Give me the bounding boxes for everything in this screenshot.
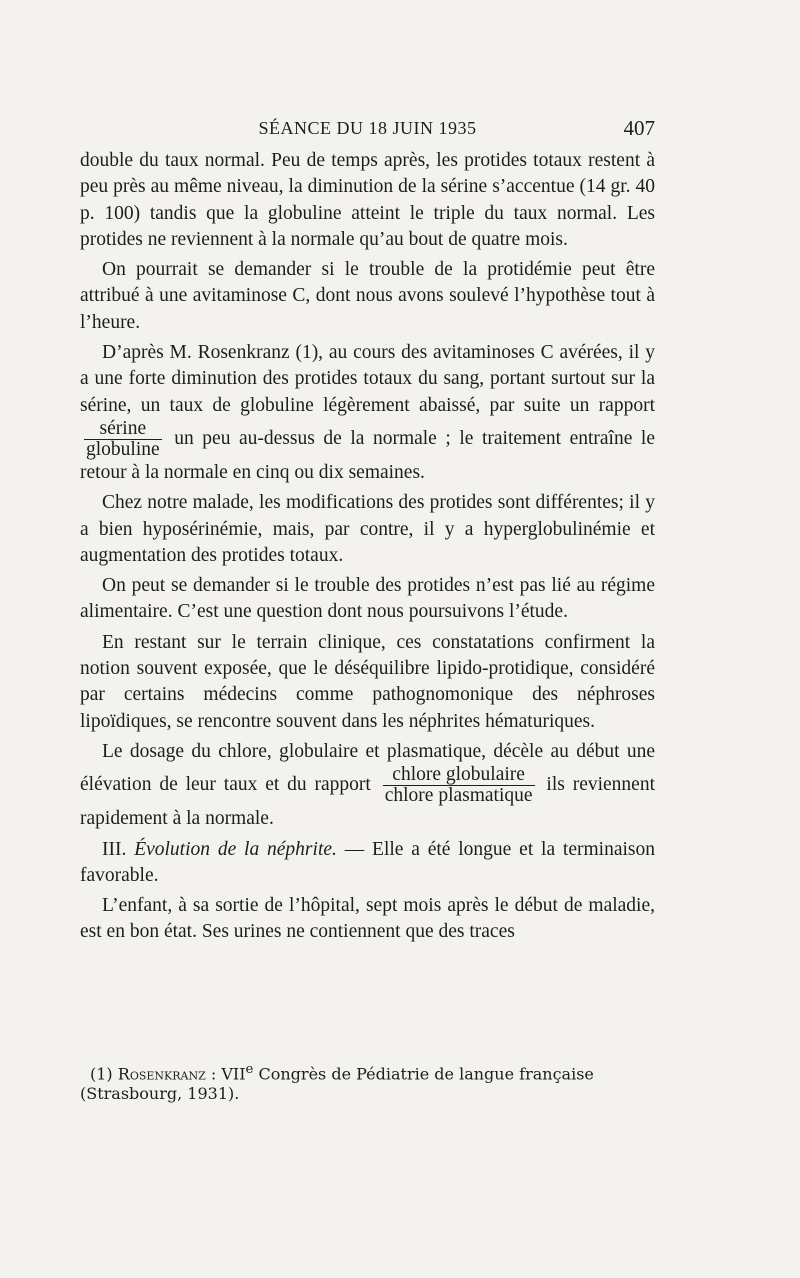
footnote-congress-name: Congrès de Pédiatrie de langue française (Strasbourg, 1931). xyxy=(80,1064,594,1104)
footnote-superscript: e xyxy=(245,1062,254,1077)
footnote xyxy=(80,1060,655,1104)
running-header xyxy=(80,116,655,144)
header-du: DU xyxy=(336,118,364,138)
paragraph-6: En restant sur le terrain clinique, ces constatations confirment la notion souvent exposée, que le déséquilibre lipido-protidique, considéré par certains médecins comme pathognomonique des néphroses lipoïdiques, se rencontre souvent dans les néphrites hématuriques. xyxy=(80,631,655,732)
paragraph-7-text-before: début une élévation de leur taux et du rapport xyxy=(80,740,655,796)
paragraph-9: L’enfant, à sa sortie de l’hôpital, sept mois après le début de maladie, est en bon état. Ses urines ne contiennent que des traces xyxy=(80,895,655,943)
fraction-numerator: sérine xyxy=(84,419,162,440)
running-head-title xyxy=(80,118,655,139)
paragraph-8 xyxy=(80,837,655,890)
header-month: JUIN xyxy=(392,118,434,138)
header-day: 18 xyxy=(368,118,388,138)
body-text xyxy=(80,148,655,946)
fraction-denominator: chlore plasmatique xyxy=(384,785,533,807)
paragraph-8-text: — Elle a été longue et la terminaison favorable. xyxy=(80,838,655,886)
paragraph-7 xyxy=(80,739,655,833)
fraction-denominator: globuline xyxy=(86,438,160,460)
section-number: III. xyxy=(102,838,127,860)
footnote-author: Rosenkranz xyxy=(117,1064,206,1084)
paragraph-7-text-after: ils reviennent rapidement à la normale. xyxy=(80,774,656,830)
chlore-ratio xyxy=(383,765,535,806)
footnote-text xyxy=(80,1060,655,1104)
serine-globuline-ratio xyxy=(84,419,162,460)
paragraph-2: On pourrait se demander si le trouble de la protidémie peut être attribué à une avitaminose C, dont nous avons soulevé l’hypothèse tout à l’heure. xyxy=(80,259,655,333)
paragraph-1: double du taux normal. Peu de temps après, les protides totaux restent à peu près au même niveau, la diminution de la sérine s’accentue (14 gr. 40 p. 100) tandis que la globuline atteint le triple du taux normal. Les protides ne reviennent à la normale qu’au bout de quatre mois. xyxy=(80,150,655,250)
footnote-marker: (1) xyxy=(90,1064,113,1084)
header-year: 1935 xyxy=(438,118,477,138)
section-title: Évolution de la néphrite. xyxy=(134,838,337,860)
paragraph-3-text-after: un peu au-dessus de la normale ; le traitement entraîne le retour à la normale en cinq ou dix semaines. xyxy=(80,427,656,483)
footnote-separator: : xyxy=(210,1064,217,1084)
footnote-congress-number: VII xyxy=(221,1064,246,1084)
fraction-numerator: chlore globulaire xyxy=(383,765,535,786)
header-seance: SÉANCE xyxy=(258,118,332,138)
paragraph-7-line-1: Le dosage du chlore, globulaire et plasmatique, décèle au xyxy=(102,740,569,762)
paragraph-5: On peut se demander si le trouble des protides n’est pas lié au régime alimentaire. C’est une question dont nous poursuivons l’étude. xyxy=(80,575,655,623)
paragraph-4: Chez notre malade, les modifications des protides sont différentes; il y a bien hyposérinémie, mais, par contre, il y a hyperglobulinémie et augmentation des protides totaux. xyxy=(80,492,655,566)
paragraph-3-text-before: D’après M. Rosenkranz (1), au cours des avitaminoses C avérées, il y a une forte diminution des protides totaux du sang, portant surtout sur la sérine, un taux de globuline légèrement abaissé, par suite un rapport xyxy=(80,342,655,416)
paragraph-3 xyxy=(80,340,655,486)
page-number: 407 xyxy=(623,116,655,140)
